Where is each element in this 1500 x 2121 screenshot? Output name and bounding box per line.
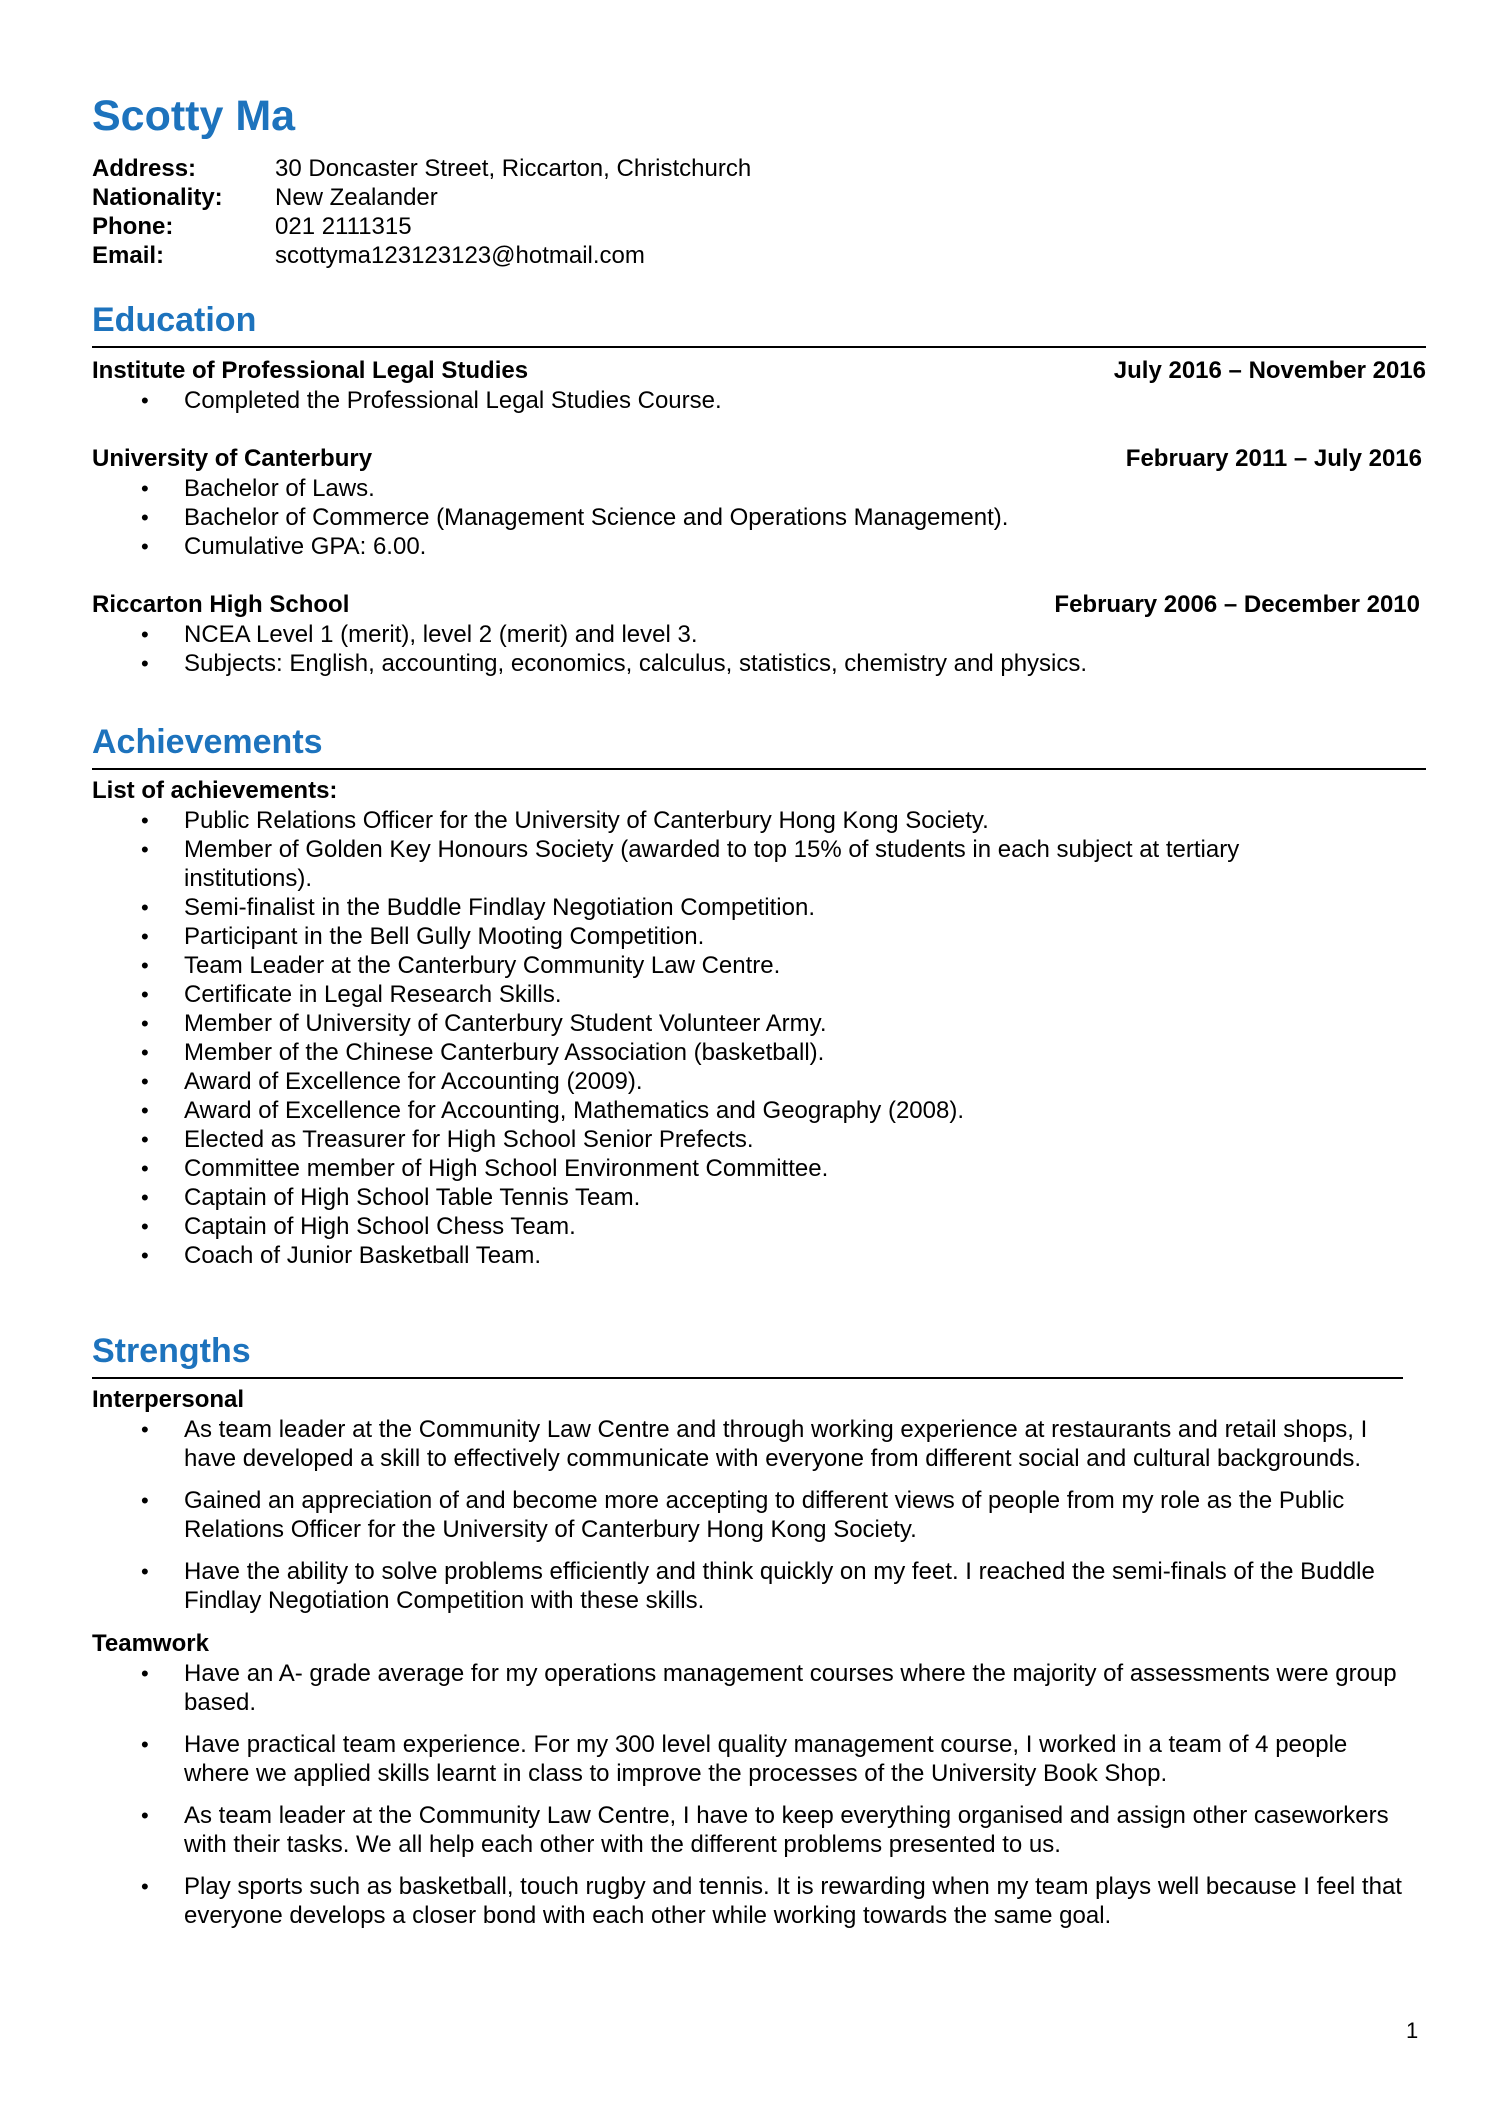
list-item: • Bachelor of Laws. — [92, 474, 1426, 503]
section-heading-bar — [92, 722, 1426, 770]
institution-name: University of Canterbury — [92, 445, 373, 472]
contact-email — [92, 241, 751, 270]
contact-nationality — [92, 183, 751, 212]
contact-address — [92, 154, 751, 183]
list-item: • Award of Excellence for Accounting, Mathematics and Geography (2008). — [92, 1096, 1316, 1125]
section-title: Achievements — [92, 723, 323, 761]
list-item: • Have an A- grade average for my operations management courses where the majority of assessments were group based. — [92, 1659, 1403, 1717]
date-range: February 2011 – July 2016 — [1125, 445, 1422, 472]
list-item: • Subjects: English, accounting, economics, calculus, statistics, chemistry and physics. — [92, 649, 1426, 678]
list-item: • Committee member of High School Environment Committee. — [92, 1154, 1316, 1183]
date-range: February 2006 – December 2010 — [1054, 591, 1420, 618]
strength-heading: Teamwork — [92, 1630, 209, 1657]
list-item: • Captain of High School Table Tennis Team. — [92, 1183, 1316, 1212]
list-item: • Coach of Junior Basketball Team. — [92, 1241, 1316, 1270]
contact-value: 021 2111315 — [275, 213, 412, 240]
list-item: • Member of Golden Key Honours Society (awarded to top 15% of students in each subject at tertiary institutions). — [92, 835, 1316, 893]
section-title: Strengths — [92, 1332, 251, 1370]
strength-heading: Interpersonal — [92, 1386, 245, 1413]
strengths-section — [92, 1331, 1403, 1943]
strength-group — [92, 1629, 1403, 1930]
institution-name: Riccarton High School — [92, 591, 350, 618]
list-item: • Participant in the Bell Gully Mooting Competition. — [92, 922, 1316, 951]
section-title: Education — [92, 301, 257, 339]
contact-details — [92, 154, 751, 270]
institution-name: Institute of Professional Legal Studies — [92, 357, 529, 384]
list-item: • Cumulative GPA: 6.00. — [92, 532, 1426, 561]
section-heading-bar — [92, 1331, 1403, 1379]
list-item: • Public Relations Officer for the University of Canterbury Hong Kong Society. — [92, 806, 1316, 835]
list-item: • Award of Excellence for Accounting (2009). — [92, 1067, 1316, 1096]
list-item: • Captain of High School Chess Team. — [92, 1212, 1316, 1241]
education-entry — [92, 356, 1426, 415]
list-item: • Bachelor of Commerce (Management Science and Operations Management). — [92, 503, 1426, 532]
contact-value: New Zealander — [275, 184, 438, 211]
list-item: • As team leader at the Community Law Centre, I have to keep everything organised and assign other caseworkers with their tasks. We all help each other with the different problems presented to us. — [92, 1801, 1403, 1859]
list-item: • Member of University of Canterbury Student Volunteer Army. — [92, 1009, 1316, 1038]
section-heading-bar — [92, 300, 1426, 348]
contact-value: 30 Doncaster Street, Riccarton, Christchurch — [275, 155, 752, 182]
list-item: • NCEA Level 1 (merit), level 2 (merit) and level 3. — [92, 620, 1426, 649]
education-entry — [92, 590, 1426, 678]
contact-label: Address: — [92, 155, 197, 182]
list-item: • Member of the Chinese Canterbury Association (basketball). — [92, 1038, 1316, 1067]
list-item: • Have the ability to solve problems efficiently and think quickly on my feet. I reached the semi-finals of the Buddle Findlay Negotiation Competition with these skills. — [92, 1557, 1403, 1615]
candidate-name: Scotty Ma — [92, 92, 296, 140]
contact-phone — [92, 212, 751, 241]
list-item: • As team leader at the Community Law Centre and through working experience at restaurants and retail shops, I have developed a skill to effectively communicate with everyone from different social and cultural backgrounds. — [92, 1415, 1403, 1473]
list-item: • Elected as Treasurer for High School Senior Prefects. — [92, 1125, 1316, 1154]
list-item: • Certificate in Legal Research Skills. — [92, 980, 1316, 1009]
education-section — [92, 300, 1426, 678]
list-item: • Completed the Professional Legal Studies Course. — [92, 386, 1426, 415]
strength-group — [92, 1385, 1403, 1615]
achievements-subtitle: List of achievements: — [92, 777, 338, 804]
page-number: 1 — [1406, 2018, 1419, 2043]
education-entry — [92, 444, 1426, 561]
list-item: • Have practical team experience. For my 300 level quality management course, I worked in a team of 4 people where we applied skills learnt in class to improve the processes of the University Book Shop. — [92, 1730, 1403, 1788]
achievements-section — [92, 722, 1426, 1270]
list-item: • Play sports such as basketball, touch rugby and tennis. It is rewarding when my team plays well because I feel that everyone develops a closer bond with each other while working towards the same goal. — [92, 1872, 1403, 1930]
list-item: • Team Leader at the Canterbury Community Law Centre. — [92, 951, 1316, 980]
list-item: • Semi-finalist in the Buddle Findlay Negotiation Competition. — [92, 893, 1316, 922]
contact-label: Phone: — [92, 213, 174, 240]
list-item: • Gained an appreciation of and become more accepting to different views of people from my role as the Public Relations Officer for the University of Canterbury Hong Kong Society. — [92, 1486, 1403, 1544]
contact-label: Email: — [92, 242, 165, 269]
contact-label: Nationality: — [92, 184, 223, 211]
date-range: July 2016 – November 2016 — [1113, 357, 1426, 384]
contact-value: scottyma123123123@hotmail.com — [275, 242, 645, 269]
